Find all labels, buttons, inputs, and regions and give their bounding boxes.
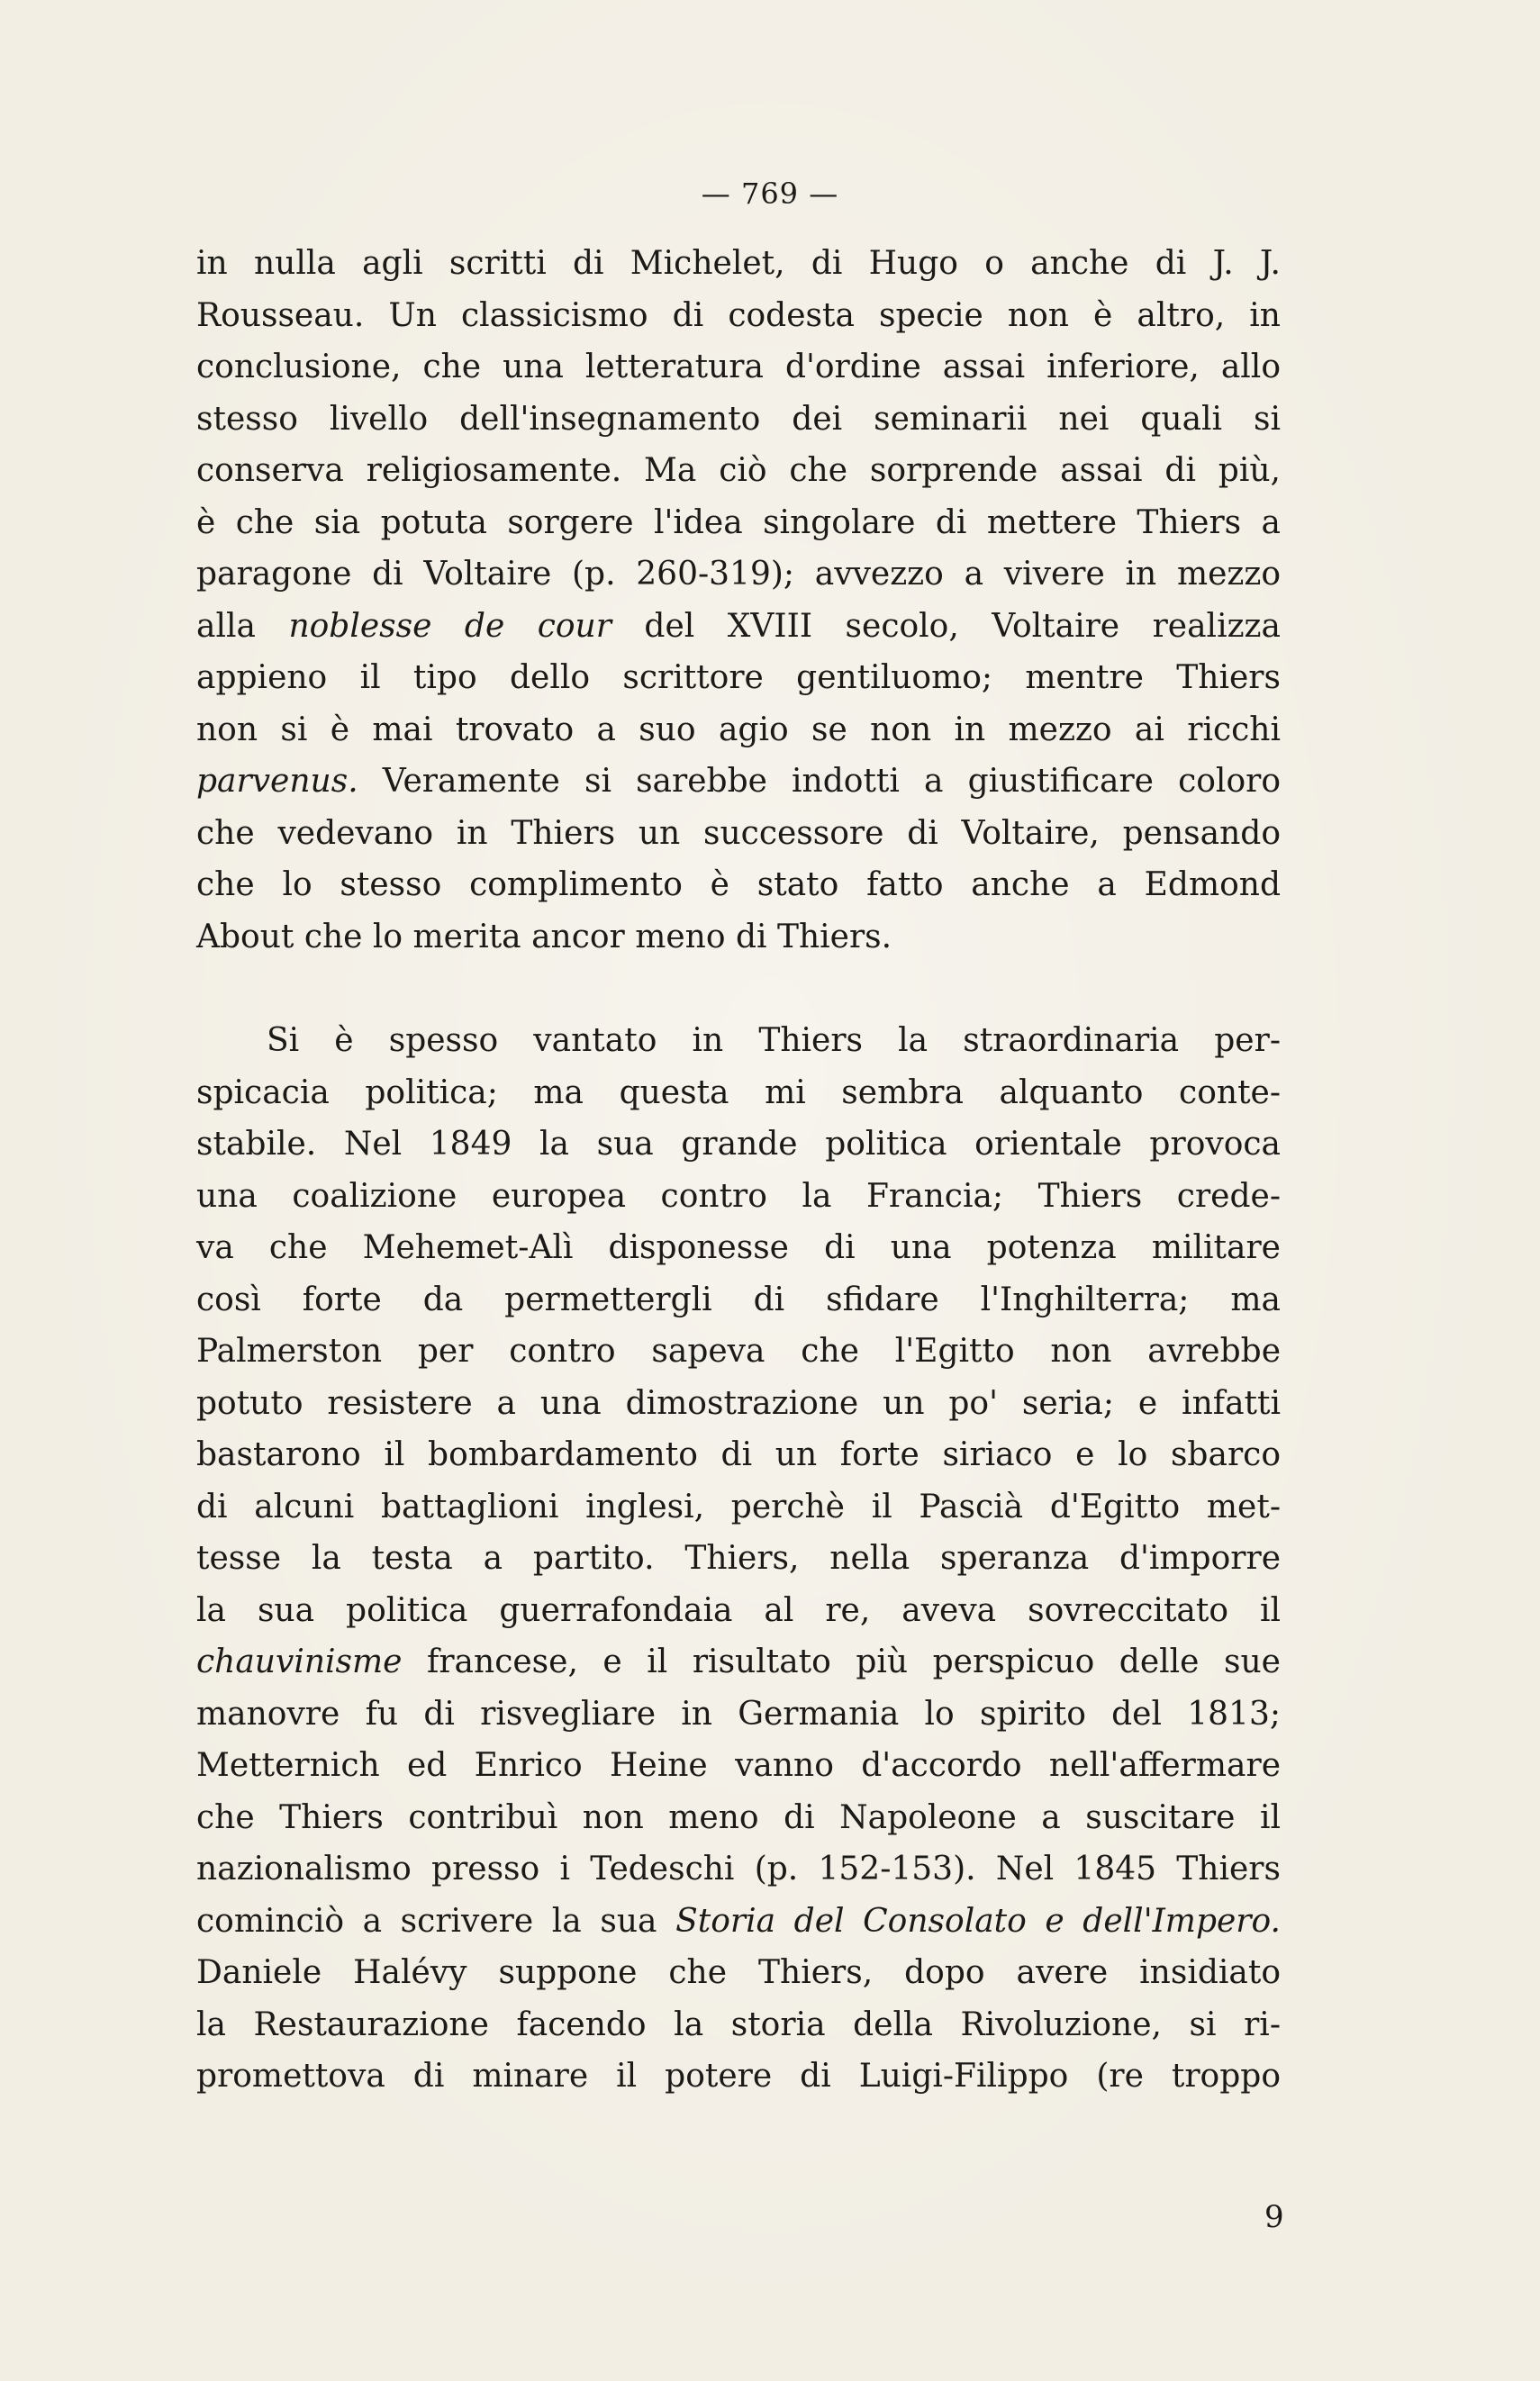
text-line: così forte da permettergli di sfidare l'Inghilterra; ma [196, 1281, 1281, 1318]
text-line: va che Mehemet-Alì disponesse di una potenza militare [196, 1229, 1281, 1266]
text-line: la Restaurazione facendo la storia della Rivoluzione, si ri- [196, 2005, 1281, 2043]
text-segment: francese, e il risultato più perspicuo delle sue [402, 1643, 1281, 1680]
text-segment: cominciò a scrivere la sua [196, 1902, 676, 1940]
text-line: Rousseau. Un classicismo di codesta specie non è altro, in [196, 296, 1281, 334]
text-line: che lo stesso complimento è stato fatto anche a Edmond [196, 866, 1281, 903]
signature-mark: 9 [1264, 2199, 1284, 2235]
text-line: di alcuni battaglioni inglesi, perchè il Pascià d'Egitto met- [196, 1488, 1281, 1525]
paragraph-2 [196, 1015, 1281, 2103]
paragraph-1 [196, 238, 1281, 963]
text-line: bastarono il bombardamento di un forte siriaco e lo sbarco [196, 1436, 1281, 1473]
text-line [196, 1636, 1281, 1688]
text-line: stabile. Nel 1849 la sua grande politica orientale provoca [196, 1126, 1281, 1163]
text-line: nazionalismo presso i Tedeschi (p. 152-153). Nel 1845 Thiers [196, 1851, 1281, 1888]
text-line: stesso livello dell'insegnamento dei seminarii nei quali si [196, 400, 1281, 438]
text-line: Si è spesso vantato in Thiers la straordinaria per- [267, 1022, 1281, 1059]
text-line: è che sia potuta sorgere l'idea singolare di mettere Thiers a [196, 503, 1281, 541]
text-segment: Veramente si sarebbe indotti a giustificare coloro [358, 763, 1281, 800]
text-line: che vedevano in Thiers un successore di Voltaire, pensando [196, 814, 1281, 852]
text-line [196, 1896, 1281, 1948]
text-segment: del XVIII secolo, Voltaire realizza [611, 607, 1281, 645]
text-line [196, 601, 1281, 653]
text-line: spicacia politica; ma questa mi sembra alquanto conte- [196, 1073, 1281, 1111]
text-line: la sua politica guerrafondaia al re, aveva sovreccitato il [196, 1591, 1281, 1629]
italic-phrase: chauvinisme [196, 1643, 403, 1680]
text-line: About che lo merita ancor meno di Thiers. [196, 918, 892, 955]
text-line: una coalizione europea contro la Francia; Thiers crede- [196, 1177, 1281, 1215]
italic-phrase: Storia del Consolato e dell'Impero. [675, 1902, 1281, 1940]
text-line: appieno il tipo dello scrittore gentiluomo; mentre Thiers [196, 659, 1281, 696]
text-line: conclusione, che una letteratura d'ordine assai inferiore, allo [196, 349, 1281, 385]
text-line [196, 756, 1281, 808]
text-line: in nulla agli scritti di Michelet, di Hugo o anche di J. J. [196, 245, 1281, 282]
text-line: non si è mai trovato a suo agio se non in mezzo ai ricchi [196, 711, 1281, 748]
text-line: manovre fu di risvegliare in Germania lo spirito del 1813; [196, 1695, 1281, 1733]
text-segment: alla [196, 607, 289, 645]
text-line: potuto resistere a una dimostrazione un po' seria; e infatti [196, 1384, 1281, 1422]
text-line: Palmerston per contro sapeva che l'Egitto non avrebbe [196, 1333, 1281, 1370]
text-line: promettova di minare il potere di Luigi-Filippo (re troppo [196, 2058, 1281, 2095]
italic-phrase: parvenus. [196, 763, 358, 800]
italic-phrase: noblesse de cour [288, 607, 611, 645]
text-line: Metternich ed Enrico Heine vanno d'accordo nell'affermare [196, 1747, 1281, 1784]
page-number: — 769 — [701, 177, 839, 211]
text-line: Daniele Halévy suppone che Thiers, dopo avere insidiato [196, 1954, 1281, 1991]
text-line: che Thiers contribuì non meno di Napoleone a suscitare il [196, 1798, 1281, 1836]
text-line: paragone di Voltaire (p. 260-319); avvezzo a vivere in mezzo [196, 556, 1281, 593]
text-line: tesse la testa a partito. Thiers, nella speranza d'imporre [196, 1540, 1281, 1577]
text-line: conserva religiosamente. Ma ciò che sorprende assai di più, [196, 452, 1281, 489]
